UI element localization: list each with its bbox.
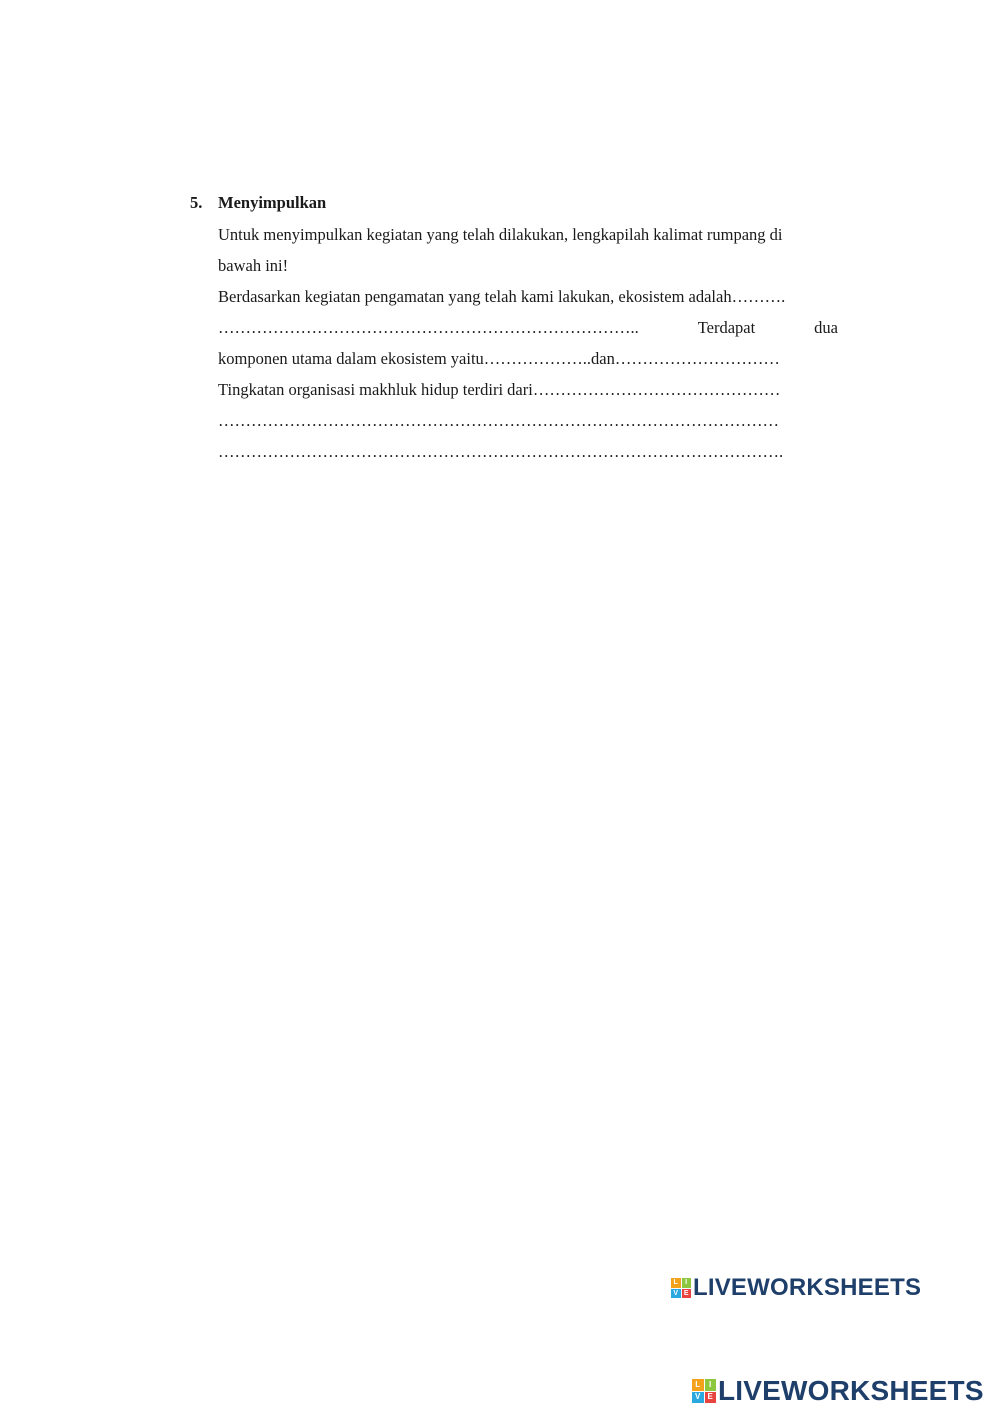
instruction-text-1: Untuk menyimpulkan kegiatan yang telah dilakukan, lengkapilah kalimat rumpang di [218,225,783,244]
organization-levels-line: Tingkatan organisasi makhluk hidup terdiri dari……………………………………… [218,380,781,399]
section-heading [190,193,838,219]
liveworksheets-mark-icon: L I V E [692,1379,716,1403]
section-body [218,219,838,467]
liveworksheets-logo-text: LIVEWORKSHEETS [693,1274,922,1301]
conclusion-section [190,193,838,467]
ecosystem-definition-blank[interactable]: ………………………………………………………………….. [218,318,639,337]
liveworksheets-logo [671,1273,921,1303]
liveworksheets-footer-logo-text: LIVEWORKSHEETS [718,1375,984,1406]
answer-blank-line-1[interactable]: ………………………………………………………………………………………… [218,411,779,430]
instruction-line-1 [218,219,838,250]
ecosystem-definition-line: Berdasarkan kegiatan pengamatan yang telah kami lakukan, ekosistem adalah………. [218,287,786,306]
liveworksheets-mark-icon: L I V E [671,1278,691,1298]
liveworksheets-footer-logo [692,1374,984,1408]
justified-word-dua: dua [814,318,838,337]
section-number: 5. [190,193,203,212]
section-title: Menyimpulkan [218,193,327,212]
answer-blank-line-2[interactable]: …………………………………………………………………………………………. [218,442,784,461]
ecosystem-definition-blank-line [218,312,838,343]
instruction-line-2: bawah ini! [218,256,289,275]
justified-word-terdapat: Terdapat [697,318,756,337]
ecosystem-components-line: komponen utama dalam ekosistem yaitu………………..dan………………………… [218,349,780,368]
